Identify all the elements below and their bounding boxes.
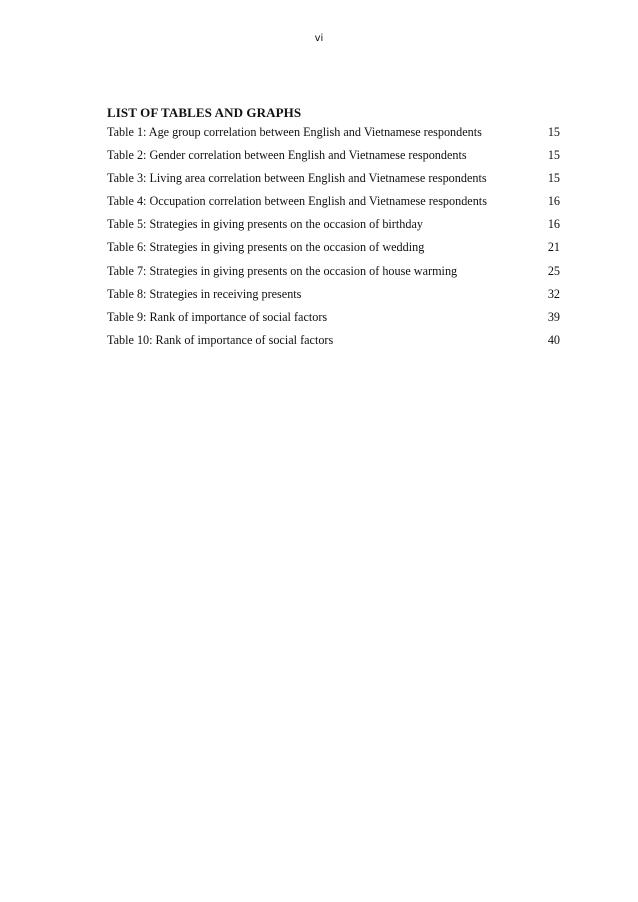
toc-entry — [107, 265, 560, 288]
toc-entry-title: Table 3: Living area correlation between English and Vietnamese respondents — [107, 171, 487, 186]
toc-entry — [107, 311, 560, 334]
toc-entry-page: 15 — [547, 125, 560, 139]
toc-entry-title: Table 1: Age group correlation between English and Vietnamese respondents — [107, 125, 482, 139]
toc-entry-title: Table 6: Strategies in giving presents on the occasion of wedding — [107, 240, 425, 255]
table-of-contents-list — [107, 126, 560, 357]
toc-entry — [107, 288, 560, 311]
toc-entry-page: 15 — [547, 171, 560, 186]
toc-entry-title: Table 9: Rank of importance of social factors — [107, 309, 328, 324]
toc-entry — [107, 172, 560, 195]
toc-entry-title: Table 7: Strategies in giving presents on the occasion of house warming — [107, 263, 458, 278]
toc-entry — [107, 195, 560, 218]
toc-entry — [107, 334, 560, 357]
toc-entry — [107, 149, 560, 172]
toc-entry-title: Table 8: Strategies in receiving presents — [107, 286, 302, 301]
toc-entry — [107, 126, 560, 149]
toc-entry — [107, 241, 560, 264]
list-of-tables-heading: LIST OF TABLES AND GRAPHS — [107, 105, 302, 120]
toc-entry-page: 25 — [547, 263, 560, 278]
toc-entry — [107, 218, 560, 241]
toc-entry-page: 40 — [547, 332, 560, 347]
toc-entry-title: Table 10: Rank of importance of social factors — [107, 332, 334, 347]
page-number: vi — [314, 33, 324, 44]
toc-entry-page: 16 — [547, 194, 560, 209]
toc-entry-page: 16 — [547, 217, 560, 232]
toc-entry-page: 39 — [547, 309, 560, 324]
toc-entry-title: Table 4: Occupation correlation between English and Vietnamese respondents — [107, 194, 487, 209]
toc-entry-title: Table 2: Gender correlation between English and Vietnamese respondents — [107, 148, 467, 163]
toc-entry-page: 21 — [547, 240, 560, 255]
toc-entry-page: 15 — [547, 148, 560, 163]
toc-entry-title: Table 5: Strategies in giving presents on the occasion of birthday — [107, 217, 423, 232]
toc-entry-page: 32 — [547, 286, 560, 301]
